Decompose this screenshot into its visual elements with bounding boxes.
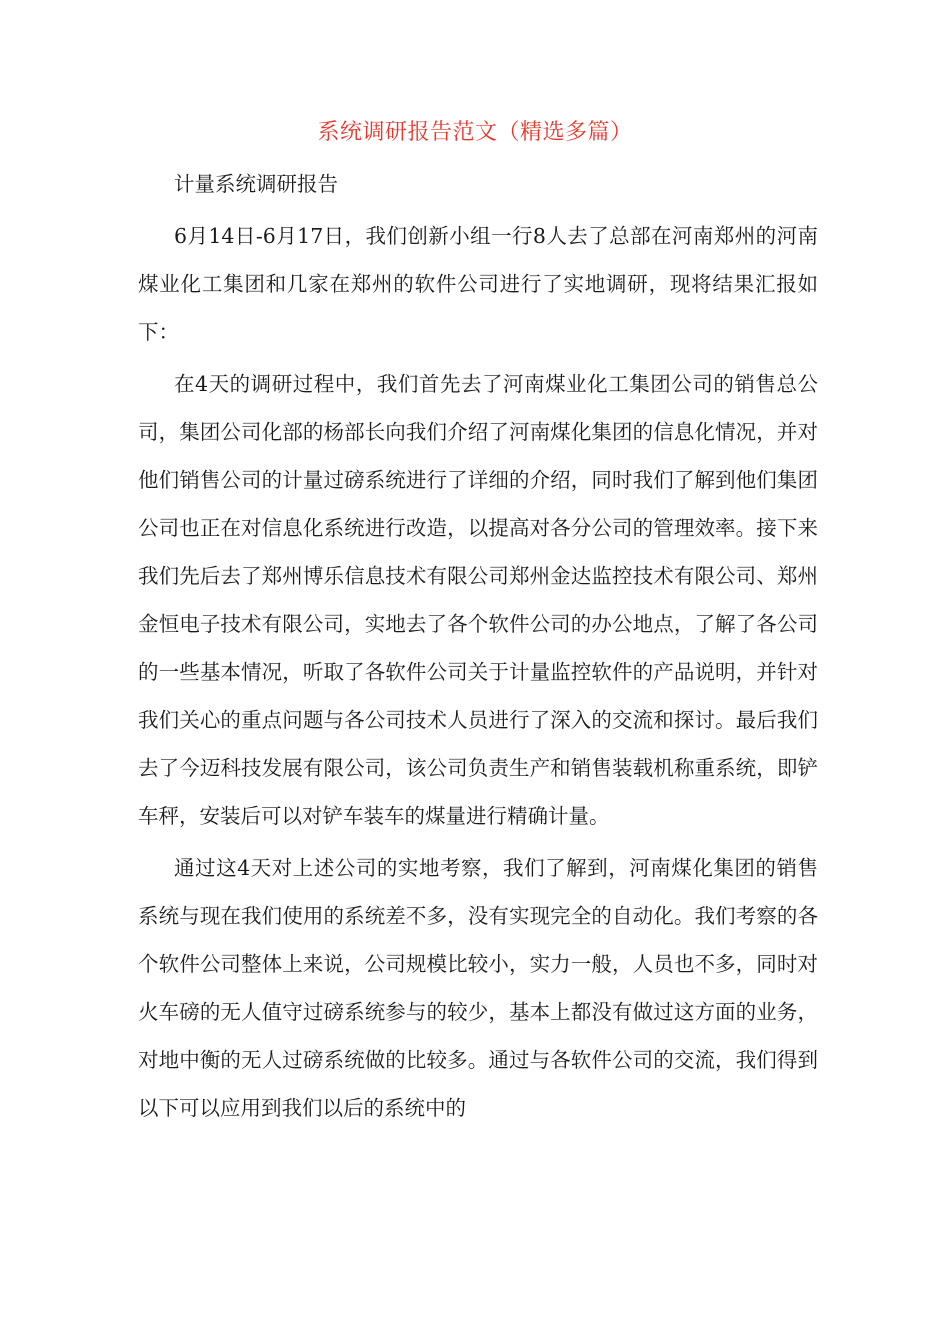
section-subheading: 计量系统调研报告 xyxy=(174,172,338,196)
document-body xyxy=(138,160,818,1136)
paragraph: 在4天的调研过程中，我们首先去了河南煤业化工集团公司的销售总公司，集团公司化部的杨部长向我们介绍了河南煤化集团的信息化情况，并对他们销售公司的计量过磅系统进行了详细的介绍，同时我们了解到他们集团公司也正在对信息化系统进行改造，以提高对各分公司的管理效率。接下来我们先后去了郑州博乐信息技术有限公司郑州金达监控技术有限公司、郑州金恒电子技术有限公司，实地去了各个软件公司的办公地点，了解了各公司的一些基本情况，听取了各软件公司关于计量监控软件的产品说明，并针对我们关心的重点问题与各公司技术人员进行了深入的交流和探讨。最后我们去了今迈科技发展有限公司，该公司负责生产和销售装载机称重系统，即铲车秤，安装后可以对铲车装车的煤量进行精确计量。 xyxy=(138,372,818,828)
paragraph: 6月14日-6月17日，我们创新小组一行8人去了总部在河南郑州的河南煤业化工集团和几家在郑州的软件公司进行了实地调研，现将结果汇报如下： xyxy=(138,224,818,344)
document-title: 系统调研报告范文（精选多篇） xyxy=(317,120,633,145)
paragraph: 通过这4天对上述公司的实地考察，我们了解到，河南煤化集团的销售系统与现在我们使用的系统差不多，没有实现完全的自动化。我们考察的各个软件公司整体上来说，公司规模比较小，实力一般，人员也不多，同时对火车磅的无人值守过磅系统参与的较少，基本上都没有做过这方面的业务，对地中衡的无人过磅系统做的比较多。通过与各软件公司的交流，我们得到以下可以应用到我们以后的系统中的 xyxy=(138,856,818,1120)
